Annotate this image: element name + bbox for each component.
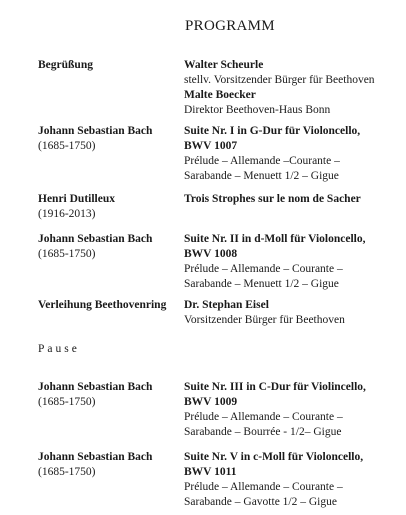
detail-line: Prélude – Allemande – Courante – <box>184 411 343 423</box>
item-details <box>184 192 404 207</box>
detail-line: Prélude – Allemande – Courante – <box>184 481 343 493</box>
detail-line: BWV 1011 <box>184 466 237 478</box>
performer-dates: (1685-1750) <box>38 248 96 260</box>
performer-line: Johann Sebastian Bach <box>38 125 153 137</box>
performer-line: Johann Sebastian Bach <box>38 381 153 393</box>
detail-line: Sarabande – Menuett 1/2 – Gigue <box>184 278 339 290</box>
detail-line: BWV 1009 <box>184 396 238 408</box>
item-performer <box>38 298 166 313</box>
detail-line: Trois Strophes sur le nom de Sacher <box>184 193 361 205</box>
pause-label: Pause <box>38 343 80 355</box>
detail-line: Direktor Beethoven-Haus Bonn <box>184 104 331 116</box>
item-details <box>184 380 404 440</box>
item-performer <box>38 58 93 73</box>
detail-line: Dr. Stephan Eisel <box>184 299 269 311</box>
performer-line: Johann Sebastian Bach <box>38 451 153 463</box>
detail-line: Suite Nr. III in C-Dur für Violincello, <box>184 381 366 393</box>
item-details <box>184 298 404 328</box>
item-details <box>184 450 404 510</box>
performer-line: Begrüßung <box>38 59 93 71</box>
detail-line: Prélude – Allemande – Courante – <box>184 263 343 275</box>
item-performer <box>38 450 152 480</box>
performer-dates: (1685-1750) <box>38 140 96 152</box>
item-performer <box>38 380 152 410</box>
detail-line: BWV 1007 <box>184 140 238 152</box>
detail-line: Suite Nr. II in d-Moll für Violoncello, <box>184 233 366 245</box>
detail-line: Walter Scheurle <box>184 59 264 71</box>
detail-line: Sarabande – Bourrée - 1/2– Gigue <box>184 426 342 438</box>
item-details <box>184 58 404 118</box>
performer-line: Johann Sebastian Bach <box>38 233 153 245</box>
detail-line: BWV 1008 <box>184 248 238 260</box>
performer-dates: (1685-1750) <box>38 396 96 408</box>
performer-line: Henri Dutilleux <box>38 193 115 205</box>
detail-line: Prélude – Allemande –Courante – <box>184 155 340 167</box>
item-performer <box>38 124 152 154</box>
detail-line: Sarabande – Menuett 1/2 – Gigue <box>184 170 339 182</box>
performer-dates: (1685-1750) <box>38 466 96 478</box>
performer-dates: (1916-2013) <box>38 208 96 220</box>
item-performer <box>38 192 115 222</box>
detail-line: Sarabande – Gavotte 1/2 – Gigue <box>184 496 337 508</box>
page-title: PROGRAMM <box>185 18 275 34</box>
item-details <box>184 124 404 184</box>
detail-line: stellv. Vorsitzender Bürger für Beethoven <box>184 74 375 86</box>
detail-line: Suite Nr. I in G-Dur für Violoncello, <box>184 125 361 137</box>
item-performer <box>38 232 152 262</box>
detail-line: Suite Nr. V in c-Moll für Violoncello, <box>184 451 364 463</box>
item-details <box>184 232 404 292</box>
detail-line: Malte Boecker <box>184 89 256 101</box>
detail-line: Vorsitzender Bürger für Beethoven <box>184 314 345 326</box>
performer-line: Verleihung Beethovenring <box>38 299 167 311</box>
